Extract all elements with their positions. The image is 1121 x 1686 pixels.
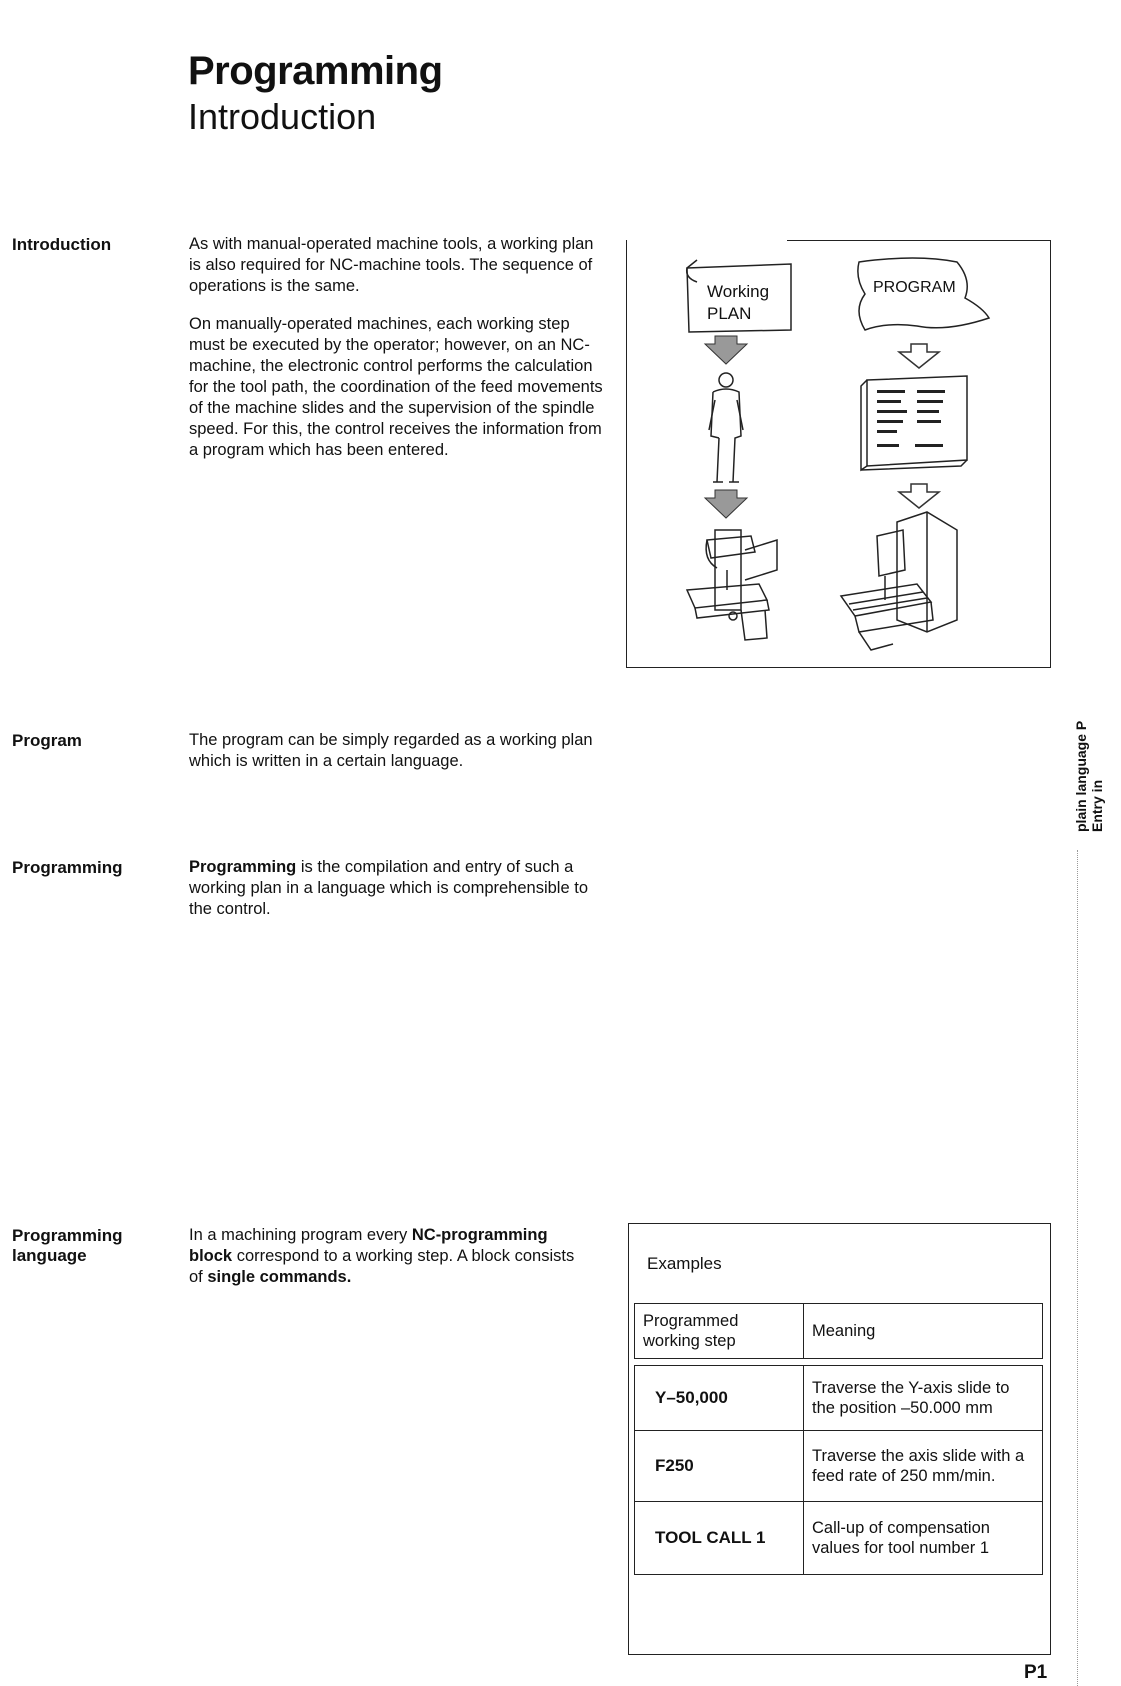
left-arrow-icon-2 bbox=[705, 490, 747, 518]
programming-lead: Programming bbox=[189, 858, 297, 876]
introduction-paragraph-2: On manually-operated machines, each working step must be executed by the operator; however, on an NC-machine, the electronic control performs the calculation for the tool path, the coordination of the feed movements of the machine slides and the supervision of the spindle speed. For this, the control receives the information from a program which has been entered. bbox=[189, 315, 603, 459]
command-cell: TOOL CALL 1 bbox=[635, 1502, 804, 1575]
table-row bbox=[635, 1431, 1043, 1502]
side-tab-line2: Entry in bbox=[1089, 779, 1105, 832]
section-label-program: Program bbox=[12, 731, 82, 750]
section-label-programming: Programming bbox=[12, 858, 123, 877]
section-label-programming-language-line2: language bbox=[12, 1246, 87, 1265]
programming-language-text bbox=[189, 1225, 589, 1288]
introduction-paragraph-1: As with manual-operated machine tools, a working plan is also required for NC-machine tools. The sequence of operations is the same. bbox=[189, 235, 594, 295]
section-label-introduction: Introduction bbox=[12, 235, 112, 254]
header-programmed-step: Programmed working step bbox=[635, 1304, 804, 1359]
control-panel-keys bbox=[877, 390, 945, 447]
program-text: The program can be simply regarded as a working plan which is written in a certain language. bbox=[189, 731, 593, 770]
pl-bold-a: NC-programming block bbox=[189, 1226, 548, 1265]
examples-title: Examples bbox=[647, 1254, 722, 1273]
program-label: PROGRAM bbox=[873, 279, 956, 296]
right-arrow-icon-1 bbox=[899, 344, 939, 368]
programming-text bbox=[189, 857, 609, 920]
page-number: P1 bbox=[1024, 1662, 1048, 1683]
page-subtitle: Introduction bbox=[188, 96, 377, 137]
side-tab bbox=[1073, 702, 1109, 832]
section-label-programming-language-line1: Programming bbox=[12, 1226, 123, 1245]
side-tab-line1: plain language P bbox=[1073, 720, 1089, 832]
command-cell: F250 bbox=[635, 1431, 804, 1502]
operator-icon bbox=[709, 373, 743, 482]
nc-machine-icon bbox=[841, 512, 957, 650]
programming-body: is the compilation and entry of such a working plan in a language which is comprehensible to the control. bbox=[189, 858, 588, 918]
working-plan-figure bbox=[626, 240, 1051, 668]
table-row bbox=[635, 1366, 1043, 1431]
pl-text-a: In a machining program every bbox=[189, 1226, 412, 1244]
examples-table bbox=[634, 1303, 1043, 1575]
header-meaning: Meaning bbox=[804, 1304, 1043, 1359]
plan-label-line1: Working bbox=[707, 282, 770, 301]
meaning-cell: Traverse the Y-axis slide to the position –50.000 mm bbox=[804, 1366, 1043, 1431]
pl-text-b: correspond to a working step. A block consists of bbox=[189, 1247, 575, 1286]
meaning-cell: Traverse the axis slide with a feed rate of 250 mm/min. bbox=[804, 1431, 1043, 1502]
left-arrow-icon-1 bbox=[705, 336, 747, 364]
page-title: Programming bbox=[188, 49, 443, 93]
right-arrow-icon-2 bbox=[899, 484, 939, 508]
introduction-text bbox=[189, 234, 609, 478]
control-panel-icon bbox=[861, 376, 967, 470]
pl-bold-b: single commands. bbox=[207, 1268, 352, 1286]
meaning-cell: Call-up of compensation values for tool number 1 bbox=[804, 1502, 1043, 1575]
plan-label-line2: PLAN bbox=[707, 304, 752, 323]
section-label-programming-language bbox=[12, 1226, 123, 1266]
manual-machine-icon bbox=[687, 530, 777, 640]
tab-divider bbox=[1077, 850, 1078, 1686]
command-cell: Y–50,000 bbox=[635, 1366, 804, 1431]
examples-table-header bbox=[635, 1304, 1043, 1359]
table-row bbox=[635, 1502, 1043, 1575]
figure-illustration bbox=[627, 240, 1050, 667]
